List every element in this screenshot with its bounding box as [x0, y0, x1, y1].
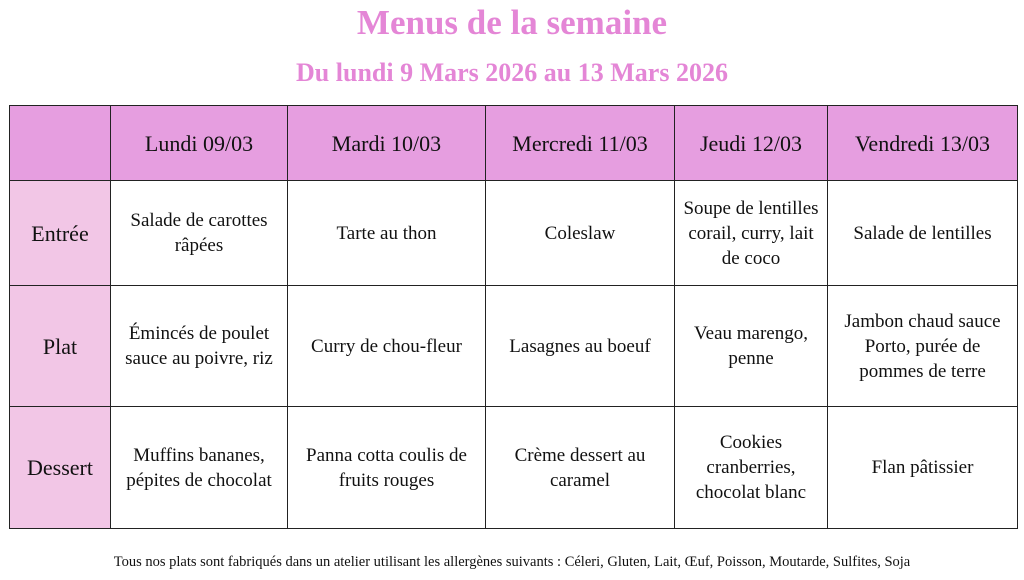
allergen-notice: Tous nos plats sont fabriqués dans un atelier utilisant les allergènes suivants : Céleri, Gluten, Lait, Œuf, Poisson, Moutarde, Sulfites, Soja	[113, 554, 911, 570]
menu-cell: Salade de lentilles	[828, 181, 1018, 286]
page-title: Menus de la semaine	[356, 3, 668, 42]
menu-cell: Crème dessert au caramel	[486, 407, 675, 529]
table-row-dessert	[10, 407, 1018, 529]
menu-cell: Curry de chou-fleur	[288, 286, 486, 407]
menu-cell: Cookies cranberries, chocolat blanc	[675, 407, 828, 529]
menu-cell: Jambon chaud sauce Porto, purée de pommes de terre	[828, 286, 1018, 407]
menu-cell: Panna cotta coulis de fruits rouges	[288, 407, 486, 529]
row-label-dessert: Dessert	[10, 407, 111, 529]
row-label-entree: Entrée	[10, 181, 111, 286]
menu-cell: Flan pâtissier	[828, 407, 1018, 529]
date-range-subtitle: Du lundi 9 Mars 2026 au 13 Mars 2026	[296, 58, 728, 87]
menu-cell: Salade de carottes râpées	[111, 181, 288, 286]
day-header-monday: Lundi 09/03	[111, 106, 288, 181]
day-header-tuesday: Mardi 10/03	[288, 106, 486, 181]
day-header-thursday: Jeudi 12/03	[675, 106, 828, 181]
day-header-friday: Vendredi 13/03	[828, 106, 1018, 181]
menu-cell: Soupe de lentilles corail, curry, lait de coco	[675, 181, 828, 286]
menu-cell: Veau marengo, penne	[675, 286, 828, 407]
menu-cell: Coleslaw	[486, 181, 675, 286]
menu-cell: Tarte au thon	[288, 181, 486, 286]
weekly-menu-table	[9, 105, 1018, 529]
day-header-wednesday: Mercredi 11/03	[486, 106, 675, 181]
corner-cell	[10, 106, 111, 181]
row-label-plat: Plat	[10, 286, 111, 407]
table-header-row	[10, 106, 1018, 181]
table-row-plat	[10, 286, 1018, 407]
menu-cell: Lasagnes au boeuf	[486, 286, 675, 407]
table-row-entree	[10, 181, 1018, 286]
menu-cell: Émincés de poulet sauce au poivre, riz	[111, 286, 288, 407]
menu-cell: Muffins bananes, pépites de chocolat	[111, 407, 288, 529]
